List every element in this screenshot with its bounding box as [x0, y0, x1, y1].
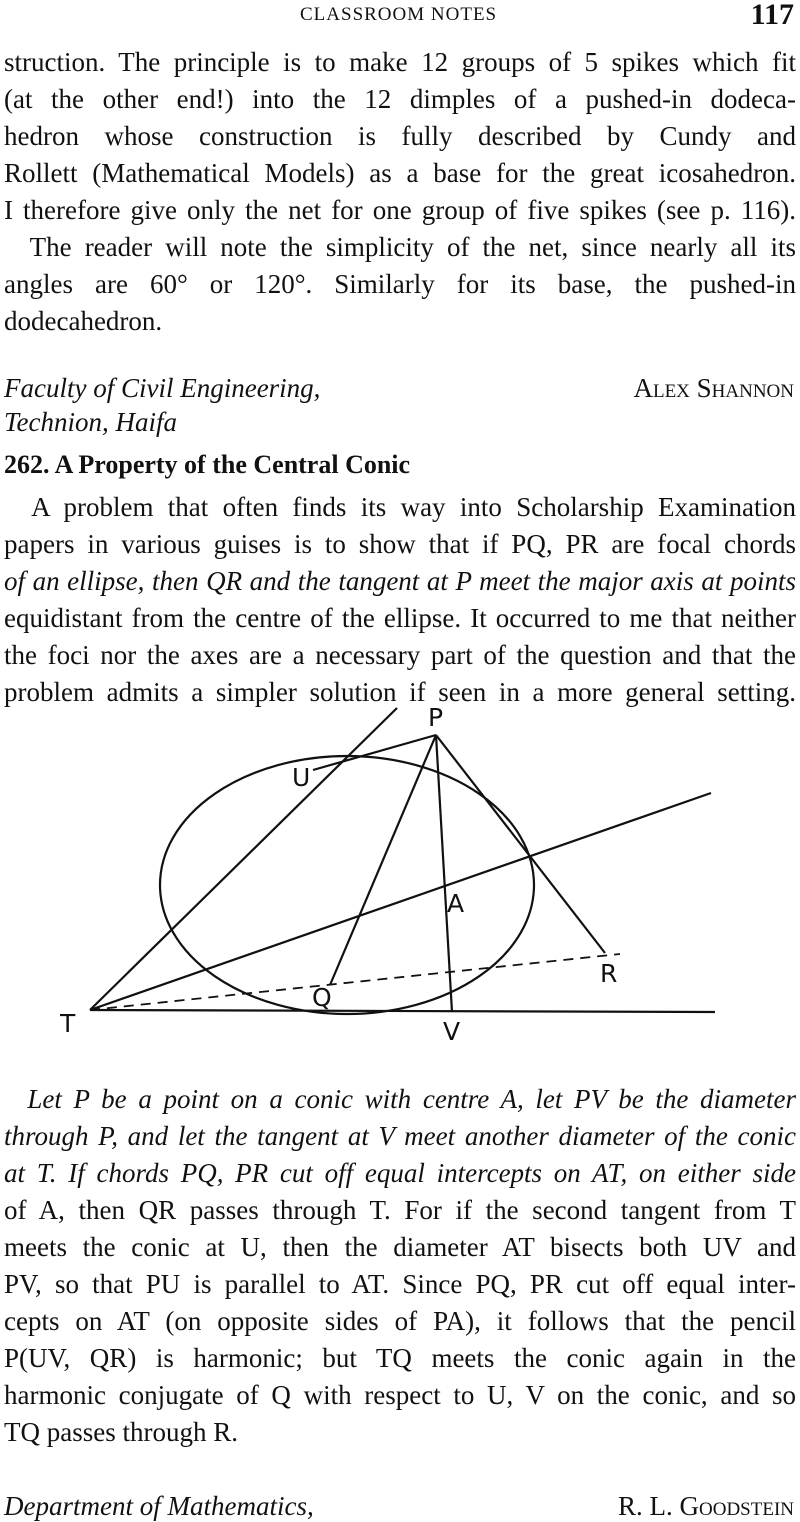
text-line: harmonic conjugate of Q with respect to U, V on the conic, and so — [4, 1380, 796, 1410]
tangent-tu — [90, 708, 397, 1010]
text-line: hedron whose construction is fully described by Cundy and — [4, 121, 796, 151]
label-u: U — [292, 763, 311, 792]
author-name: Alex Shannon — [633, 373, 794, 403]
label-a: A — [447, 889, 465, 918]
text-line: through P, and let the tangent at V meet another diameter of the conic — [4, 1121, 796, 1151]
text-line: at T. If chords PQ, PR cut off equal intercepts on AT, on either side — [4, 1158, 796, 1188]
text-line: P(UV, QR) is harmonic; but TQ meets the conic again in the — [4, 1343, 796, 1373]
label-q: Q — [312, 983, 332, 1012]
author-name: R. L. Goodstein — [618, 1491, 794, 1521]
chord-pq — [330, 735, 436, 985]
text-line: meets the conic at U, then the diameter AT bisects both UV and — [4, 1232, 796, 1262]
tangent-tv — [90, 1010, 715, 1012]
conic-diagram — [60, 700, 760, 1050]
text-line: cepts on AT (on opposite sides of PA), it follows that the pencil — [4, 1306, 796, 1336]
label-t: T — [60, 1009, 76, 1038]
text-line: The reader will note the simplicity of the net, since nearly all its — [4, 232, 796, 262]
text-line: of an ellipse, then QR and the tangent at P meet the major axis at points — [4, 566, 796, 596]
text-line: papers in various guises is to show that if PQ, PR are focal chords — [4, 529, 796, 559]
text-line: TQ passes through R. — [4, 1417, 238, 1447]
label-p: P — [428, 703, 444, 732]
label-v: V — [443, 1017, 461, 1046]
text-line: PV, so that PU is parallel to AT. Since PQ, PR cut off equal inter- — [4, 1269, 796, 1299]
affiliation-line: Department of Mathematics, — [4, 1491, 314, 1521]
text-line: angles are 60° or 120°. Similarly for its base, the pushed-in — [4, 269, 796, 299]
affiliation-line: Faculty of Civil Engineering, — [4, 373, 321, 403]
page-number: 117 — [750, 0, 794, 31]
text-line: I therefore give only the net for one group of five spikes (see p. 116). — [4, 195, 796, 225]
text-line: equidistant from the centre of the ellipse. It occurred to me that neither — [4, 603, 796, 633]
section-heading: 262. A Property of the Central Conic — [4, 450, 411, 479]
affiliation-line: Technion, Haifa — [4, 407, 178, 437]
text-line: dodecahedron. — [4, 306, 163, 336]
text-line: problem admits a simpler solution if seen in a more general setting. — [4, 677, 796, 707]
chord-pr — [436, 735, 605, 953]
text-line: Let P be a point on a conic with centre A, let PV be the diameter — [4, 1084, 796, 1114]
page-header — [0, 0, 800, 34]
text-line: Rollett (Mathematical Models) as a base for the great icosahedron. — [4, 158, 796, 188]
text-line: A problem that often finds its way into Scholarship Examination — [4, 492, 796, 522]
label-r: R — [600, 959, 618, 988]
text-line: struction. The principle is to make 12 groups of 5 spikes which fit — [4, 47, 796, 77]
text-line: of A, then QR passes through T. For if the second tangent from T — [4, 1195, 796, 1225]
text-line: (at the other end!) into the 12 dimples of a pushed-in dodeca- — [4, 84, 796, 114]
running-title: CLASSROOM NOTES — [300, 4, 498, 25]
text-line: the foci nor the axes are a necessary part of the question and that the — [4, 640, 796, 670]
